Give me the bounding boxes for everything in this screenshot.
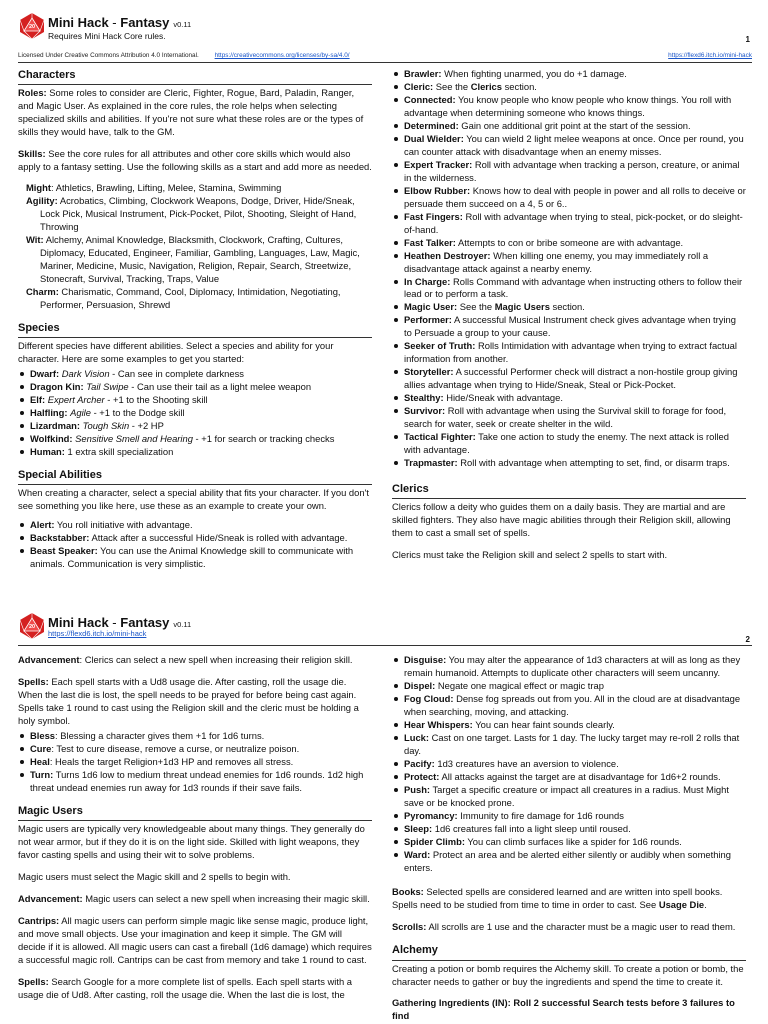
list-item: Fog Cloud: Dense fog spreads out from you. All in the cloud are at disadvantage when searching, moving, and attacking. — [392, 693, 746, 719]
clerics-paragraph-1: Clerics follow a deity who guides them on a daily basis. They are martial and are skilled fighters. They also have magic abilities through their Religion skill, allowing them to cast a small set of spells. — [392, 501, 731, 539]
d20-logo-icon — [18, 612, 46, 640]
list-item: Fast Talker: Attempts to con or bribe someone are with advantage. — [392, 237, 746, 250]
skill-wit: Wit: Alchemy, Animal Knowledge, Blacksmith, Clockwork, Crafting, Cultures, Diplomacy, Educated, Engineer, Familiar, Gambling, Languages, Law, Magic, Mariner, Medicine, Music, Navigation, Religion, Repair, Search, Streetwize, Stonecraft, Survival, Tracking, Traps, Value — [26, 233, 360, 284]
requires-note: Requires Mini Hack Core rules. — [48, 31, 166, 41]
list-item: Halfling: Agile - +1 to the Dodge skill — [18, 407, 372, 420]
version: v0.11 — [173, 620, 192, 629]
list-item: Turn: Turns 1d6 low to medium threat undead enemies for 1d6 rounds. 1d2 high threat undead enemies run away for 1d3 rounds if their save fails. — [18, 769, 372, 795]
list-item: Connected: You know people who know people who know things. You roll with advantage when determining someone who knows things. — [392, 94, 746, 120]
special-list — [18, 519, 372, 571]
list-item: Brawler: When fighting unarmed, you do +1 damage. — [392, 68, 746, 81]
page-header — [18, 612, 752, 644]
list-item: Backstabber: Attack after a successful Hide/Sneak is rolled with advantage. — [18, 532, 372, 545]
list-item: Trapmaster: Roll with advantage when attempting to set, find, or disarm traps. — [392, 457, 746, 470]
list-item: Alert: You roll initiative with advantage. — [18, 519, 372, 532]
logo-number: 20 — [28, 24, 36, 30]
list-item: Luck: Cast on one target. Lasts for 1 day. The lucky target may re-roll 2 rolls that day. — [392, 732, 746, 758]
list-item: Cure: Test to cure disease, remove a curse, or neutralize poison. — [18, 743, 372, 756]
list-item: Performer: A successful Musical Instrument check gives advantage when trying to Persuade a group to your cause. — [392, 314, 746, 340]
page-header — [18, 12, 752, 44]
skills-paragraph: Skills: See the core rules for all attributes and other core skills which would also apply to a fantasy setting. Use the following skills as a start and add more as needed. — [18, 148, 372, 173]
skill-agility: Agility: Acrobatics, Climbing, Clockwork Weapons, Dodge, Driver, Hide/Sneak, Lock Pick, Musical Instrument, Pick-Pocket, Pilot, Shooting, Sleight of Hand, Throwing — [26, 194, 357, 232]
abilities-list — [392, 68, 746, 470]
list-item: Magic User: See the Magic Users section. — [392, 301, 746, 314]
list-item: Determined: Gain one additional grit point at the start of the session. — [392, 120, 746, 133]
license-link[interactable]: https://creativecommons.org/licenses/by-sa/4.0/ — [214, 52, 350, 59]
list-item: Wolfkind: Sensitive Smell and Hearing - +1 for search or tracking checks — [18, 433, 372, 446]
magic-paragraph-2: Magic users must select the Magic skill and 2 spells to begin with. — [18, 870, 291, 882]
list-item: Elf: Expert Archer - +1 to the Shooting skill — [18, 394, 372, 407]
site-link[interactable]: https://flexd6.itch.io/mini-hack — [48, 629, 147, 638]
characters-heading: Characters — [18, 68, 372, 85]
left-column — [18, 68, 372, 571]
list-item: Seeker of Truth: Rolls Intimidation with advantage when trying to extract factual information from another. — [392, 340, 746, 366]
page-2 — [0, 600, 768, 1024]
list-item: Disguise: You may alter the appearance of 1d3 characters at will as long as they remain humanoid. Attempts to duplicate other characters will seem uncanny. — [392, 654, 746, 680]
list-item: Expert Tracker: Roll with advantage when tracking a person, creature, or animal in the wilderness. — [392, 159, 746, 185]
list-item: Pacify: 1d3 creatures have an aversion to violence. — [392, 758, 746, 771]
list-item: Sleep: 1d6 creatures fall into a light sleep until roused. — [392, 823, 746, 836]
list-item: Human: 1 extra skill specialization — [18, 446, 372, 459]
page-number: 2 — [745, 635, 750, 644]
magic-paragraph-1: Magic users are typically very knowledgeable about many things. They generally do not wear armor, but if they do it is on the light side. Skilled with light weapons, they favor casting spells and using their wit to solve problems. — [18, 822, 365, 860]
clerics-heading: Clerics — [392, 482, 746, 499]
species-intro: Different species have different abilities. Select a species and ability for your character. Here are some examples to get you started: — [18, 339, 334, 364]
magic-advancement: Advancement: Magic users can select a new spell when increasing their magic skill. — [18, 892, 370, 904]
magic-spells-paragraph: Spells: Search Google for a more complete list of spells. Each spell starts with a usage die of Ud8. After casting, roll the usage die. When the last die is lost, the — [18, 975, 353, 1000]
list-item: Pyromancy: Immunity to fire damage for 1d6 rounds — [392, 810, 746, 823]
license-text: Licensed Under Creative Commons Attribution 4.0 International. — [18, 52, 199, 59]
right-column — [392, 68, 746, 571]
roles-paragraph: Roles: Some roles to consider are Cleric, Fighter, Rogue, Bard, Paladin, Ranger, and Magic User. As explained in the core rules, the role helps when selecting specialized skills and abilities. If you're not sure what these roles are or the types of skills they would have, talk to the GM. — [18, 87, 364, 138]
doc-title: Mini Hack - Fantasy v0.11 — [48, 15, 192, 30]
list-item: Dual Wielder: You can wield 2 light melee weapons at once. Once per round, you can counter attack with disadvantage when an enemy misses. — [392, 133, 746, 159]
list-item: Dwarf: Dark Vision - Can see in complete darkness — [18, 368, 372, 381]
list-item: Stealthy: Hide/Sneak with advantage. — [392, 392, 746, 405]
list-item: Beast Speaker: You can use the Animal Knowledge skill to communicate with animals. Communication is very simplistic. — [18, 545, 372, 571]
site-link[interactable]: https://flexd6.itch.io/mini-hack — [668, 52, 752, 59]
alchemy-heading: Alchemy — [392, 943, 746, 960]
cantrips-paragraph: Cantrips: All magic users can perform simple magic like sense magic, produce light, and move small objects. Use your imagination and keep it simple. The GM will decide if it is allowed. All magic users can cast a fireball (1d6 damage) which requires a successful magic roll. Cantrips can be cast from memory and take 1 round to cast. — [18, 914, 372, 965]
alchemy-paragraph: Creating a potion or bomb requires the Alchemy skill. To create a potion or bomb, the character needs to gather or buy the ingredients and spend the time to create it. — [392, 962, 744, 987]
list-item: Elbow Rubber: Knows how to deal with people in power and all rolls to deceive or persuade them succeed on a 4, 5 or 6.. — [392, 185, 746, 211]
list-item: Tactical Fighter: Take one action to study the enemy. The next attack is rolled with advantage. — [392, 431, 746, 457]
skill-charm: Charm: Charismatic, Command, Cool, Diplomacy, Intimidation, Negotiating, Performer, Persuasion, Shrewd — [26, 285, 341, 310]
version: v0.11 — [173, 20, 192, 29]
list-item: Spider Climb: You can climb surfaces like a spider for 1d6 rounds. — [392, 836, 746, 849]
license-bar — [18, 52, 752, 63]
species-list — [18, 368, 372, 459]
list-item: Heal: Heals the target Religion+1d3 HP and removes all stress. — [18, 756, 372, 769]
list-item: Hear Whispers: You can hear faint sounds clearly. — [392, 719, 746, 732]
magic-users-heading: Magic Users — [18, 804, 372, 821]
page-number: 1 — [745, 35, 750, 44]
special-abilities-heading: Special Abilities — [18, 468, 372, 485]
list-item: Push: Target a specific creature or impact all creatures in a radius. Must Might save or be knocked prone. — [392, 784, 746, 810]
cleric-advancement: Advancement: Clerics can select a new spell when increasing their religion skill. — [18, 654, 353, 665]
species-heading: Species — [18, 321, 372, 338]
list-item: Bless: Blessing a character gives them +1 for 1d6 turns. — [18, 730, 372, 743]
list-item: Lizardman: Tough Skin - +2 HP — [18, 420, 372, 433]
list-item: Storyteller: A successful Performer check will distract a non-hostile group giving allies advantage when trying to Hide/Sneak, Steal or Pick-Pocket. — [392, 366, 746, 392]
gathering-paragraph: Gathering Ingredients (IN): Roll 2 successful Search tests before 3 failures to find — [392, 997, 735, 1022]
list-item: Dispel: Negate one magical effect or magic trap — [392, 680, 746, 693]
list-item: Cleric: See the Clerics section. — [392, 81, 746, 94]
list-item: Survivor: Roll with advantage when using the Survival skill to forage for food, search for water, seek or create shelter in the wild. — [392, 405, 746, 431]
books-paragraph: Books: Selected spells are considered learned and are written into spell books. Spells need to be studied from time to time in order to cast. See Usage Die. — [392, 886, 723, 911]
logo-number: 20 — [28, 624, 36, 630]
special-intro: When creating a character, select a special ability that fits your character. If you don't see something you like here, use these as an example to create your own. — [18, 486, 369, 511]
magic-spells-list — [392, 654, 746, 874]
header-rule — [18, 645, 752, 646]
scrolls-paragraph: Scrolls: All scrolls are 1 use and the character must be a magic user to read them. — [392, 921, 736, 933]
d20-logo-icon — [18, 12, 46, 40]
list-item: Heathen Destroyer: When killing one enemy, you may immediately roll a disadvantage attack against a nearby enemy. — [392, 250, 746, 276]
list-item: Dragon Kin: Tail Swipe - Can use their tail as a light melee weapon — [18, 381, 372, 394]
doc-title: Mini Hack - Fantasy v0.11 — [48, 615, 192, 630]
cleric-spells-paragraph: Spells: Each spell starts with a Ud8 usage die. After casting, roll the usage die. When the last die is lost, the spell needs to be prayed for before being cast again. Spells take 1 round to cast using the Religion skill and the cleric must be holding a holy symbol. — [18, 675, 359, 726]
left-column — [18, 654, 372, 1011]
cleric-spells-list — [18, 730, 372, 795]
list-item: Protect: All attacks against the target are at disadvantage for 1d6+2 rounds. — [392, 771, 746, 784]
clerics-paragraph-2: Clerics must take the Religion skill and select 2 spells to start with. — [392, 549, 668, 561]
right-column — [392, 654, 746, 1024]
list-item: Fast Fingers: Roll with advantage when trying to steal, pick-pocket, or do sleight-of-hand. — [392, 211, 746, 237]
skill-might: Might: Athletics, Brawling, Lifting, Melee, Stamina, Swimming — [26, 181, 282, 193]
list-item: In Charge: Rolls Command with advantage when instructing others to follow their lead or to perform a task. — [392, 276, 746, 302]
list-item: Ward: Protect an area and be alerted either silently or audibly when something enters. — [392, 849, 746, 875]
